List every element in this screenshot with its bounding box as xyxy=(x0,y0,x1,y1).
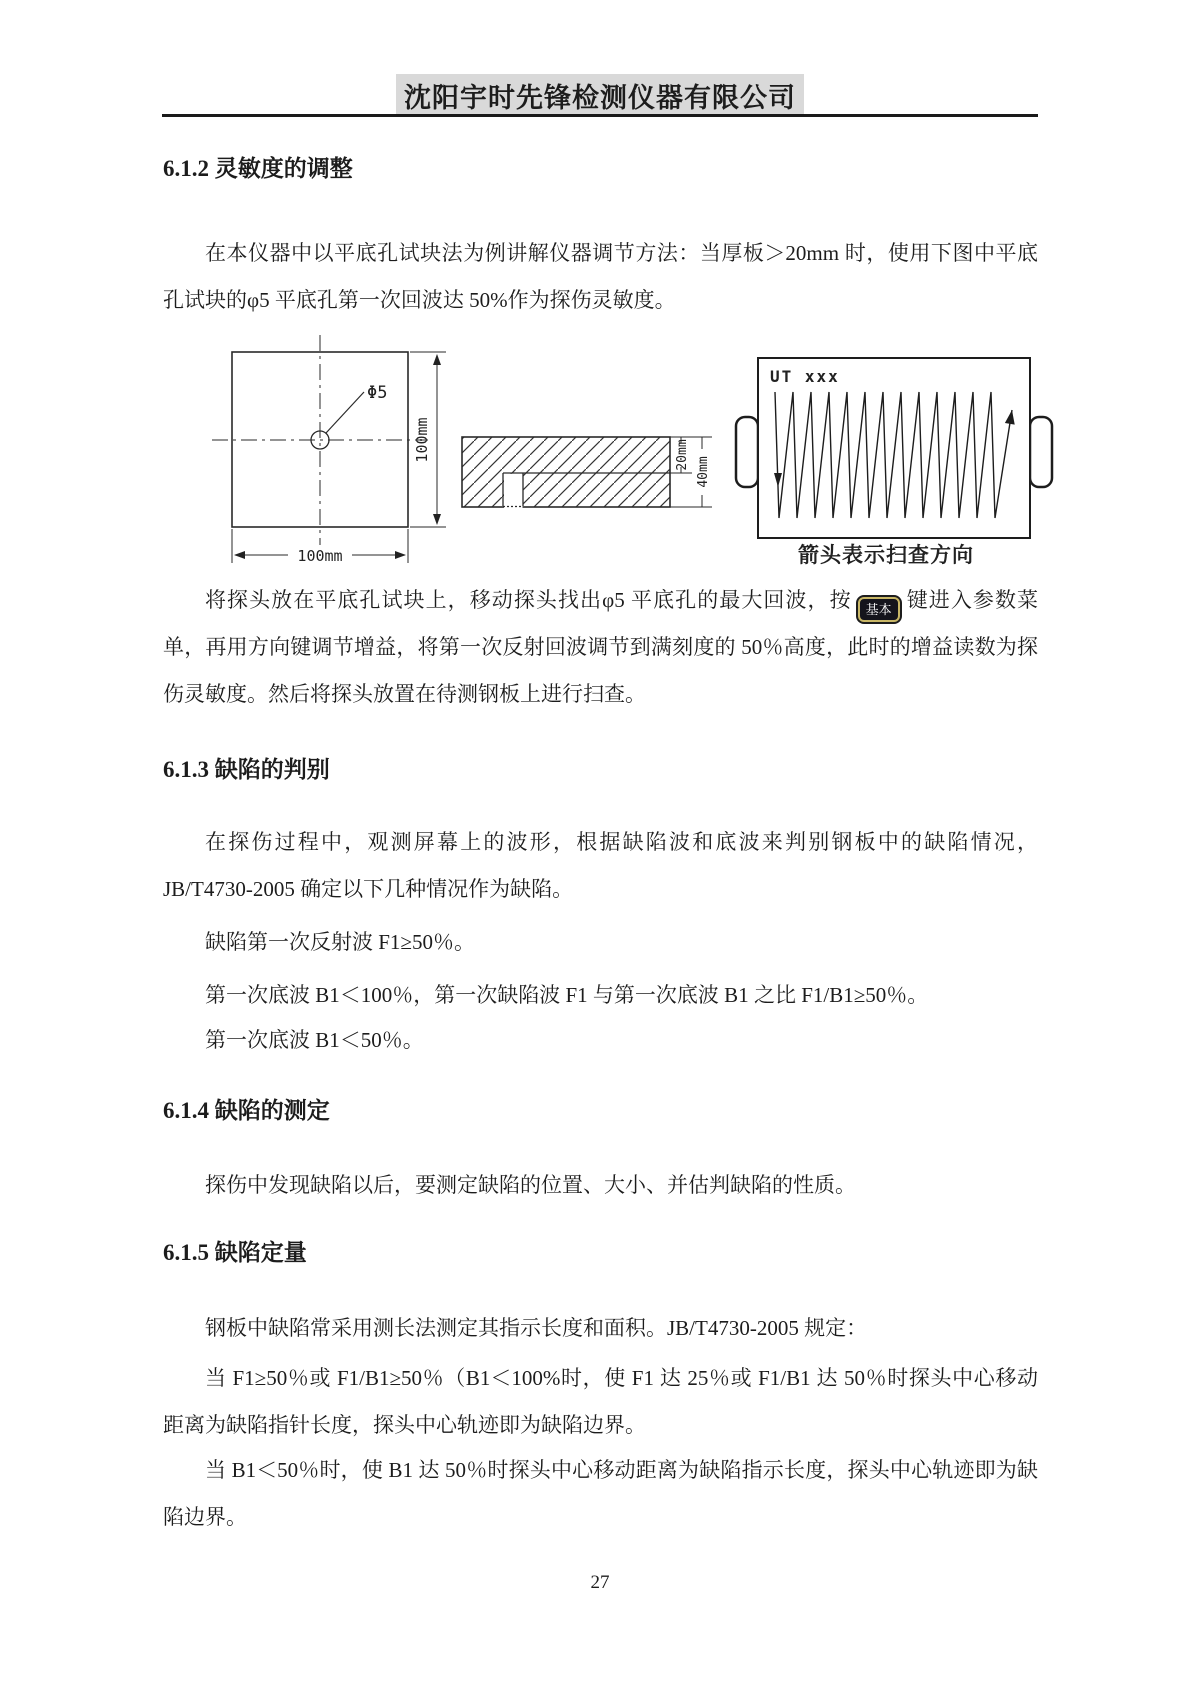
right-probe-tab xyxy=(1030,417,1052,487)
screen-label: UT xxx xyxy=(770,367,840,386)
company-title: 沈阳宇时先锋检测仪器有限公司 xyxy=(396,74,804,117)
defect-criterion-2: 第一次底波 B1＜100％，第一次缺陷波 F1 与第一次底波 B1 之比 F1/B1≥50％。 xyxy=(205,983,929,1007)
hole-diameter-label: Φ5 xyxy=(367,383,388,403)
depth-20mm-label: 20mm xyxy=(675,439,690,471)
basic-key-button xyxy=(858,597,900,622)
paragraph-quantify-intro: 钢板中缺陷常采用测长法测定其指示长度和面积。JB/T4730-2005 规定： xyxy=(205,1316,868,1340)
figure-caption: 箭头表示扫查方向 xyxy=(798,544,974,567)
paragraph-defect-judgement: 在探伤过程中，观测屏幕上的波形，根据缺陷波和底波来判别钢板中的缺陷情况，JB/T4730-2005 确定以下几种情况作为缺陷。 xyxy=(163,830,1038,901)
paragraph-defect-measurement: 探伤中发现缺陷以后，要测定缺陷的位置、大小、并估判缺陷的性质。 xyxy=(205,1173,856,1197)
procedure-text-before: 将探头放在平底孔试块上，移动探头找出φ5 平底孔的最大回波，按 xyxy=(205,588,852,612)
hole-leader-line xyxy=(326,392,364,433)
left-probe-tab xyxy=(736,417,758,487)
defect-criterion-3: 第一次底波 B1＜50％。 xyxy=(205,1028,424,1052)
figure-calibration-diagram xyxy=(180,315,1070,573)
page-number: 27 xyxy=(590,1572,610,1593)
defect-criterion-1: 缺陷第一次反射波 F1≥50％。 xyxy=(205,930,475,954)
page-header xyxy=(0,74,1200,117)
height-dim-label: 100mm xyxy=(413,417,431,463)
test-block-front-view xyxy=(212,335,446,563)
paragraph-quantify-rule-2: 当 B1＜50％时，使 B1 达 50％时探头中心移动距离为缺陷指示长度，探头中心轨迹即为缺陷边界。 xyxy=(163,1458,1038,1529)
section-heading-6-1-3: 6.1.3 缺陷的判别 xyxy=(163,757,330,782)
basic-key-label: 基本 xyxy=(865,602,892,617)
section-outline xyxy=(462,437,670,507)
section-heading-6-1-2: 6.1.2 灵敏度的调整 xyxy=(163,156,353,181)
width-dim-label: 100mm xyxy=(297,547,343,565)
depth-40mm-label: 40mm xyxy=(696,456,711,488)
procedure-text-after: 键进入参数菜单，再用方向键调节增益，将第一次反射回波调节到满刻度的 50％高度，此时的增益读数为探伤灵敏度。然后将探头放置在待测钢板上进行扫查。 xyxy=(163,588,1039,706)
section-heading-6-1-4: 6.1.4 缺陷的测定 xyxy=(163,1098,330,1123)
header-rule xyxy=(162,114,1038,117)
paragraph-quantify-rule-1: 当 F1≥50％或 F1/B1≥50％（B1＜100%时，使 F1 达 25％或 F1/B1 达 50％时探头中心移动距离为缺陷指针长度，探头中心轨迹即为缺陷边界。 xyxy=(163,1366,1038,1437)
paragraph-sensitivity-intro: 在本仪器中以平底孔试块法为例讲解仪器调节方法：当厚板＞20mm 时，使用下图中平底孔试块的φ5 平底孔第一次回波达 50%作为探伤灵敏度。 xyxy=(163,241,1038,312)
paragraph-probe-procedure xyxy=(163,577,1038,718)
section-heading-6-1-5: 6.1.5 缺陷定量 xyxy=(163,1240,307,1265)
